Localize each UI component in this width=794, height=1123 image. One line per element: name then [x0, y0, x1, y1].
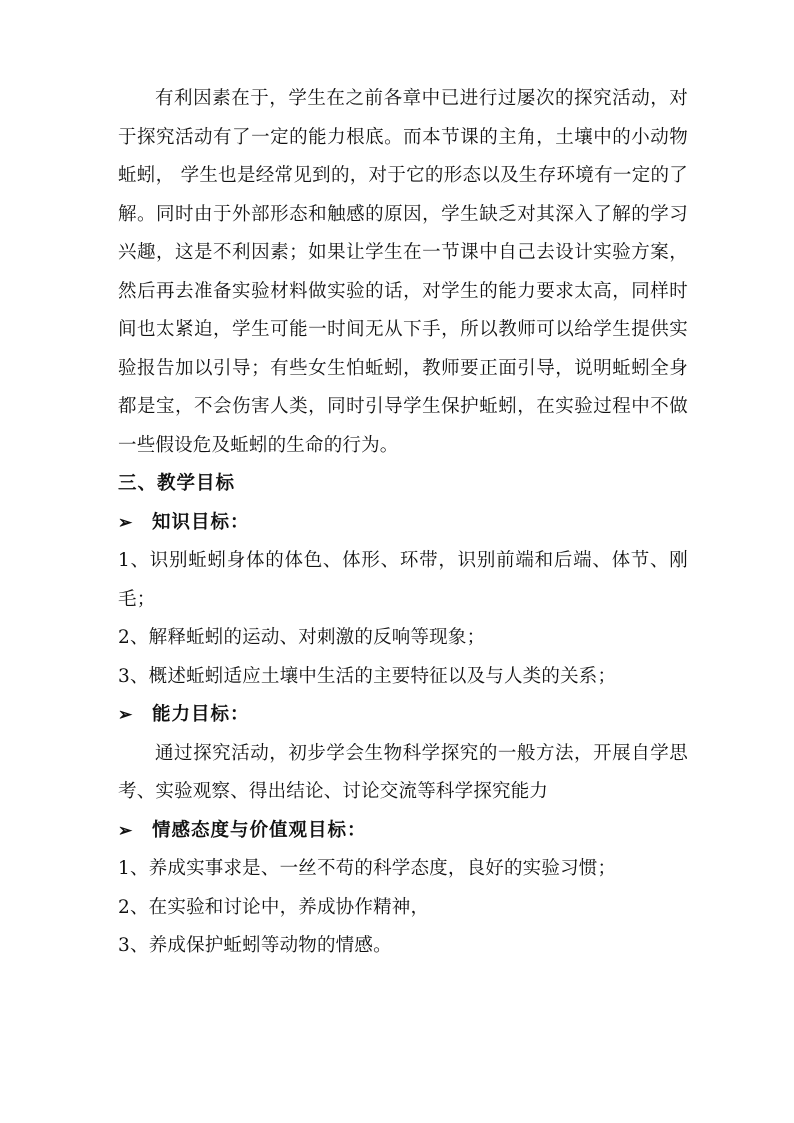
section-title: 三、教学目标	[118, 473, 236, 494]
intro-paragraph: 有利因素在于，学生在之前各章中已进行过屡次的探究活动，对于探究活动有了一定的能力根底。而本节课的主角，土壤中的小动物蚯蚓， 学生也是经常见到的，对于它的形态以及生存环境有一定的了解。同时由于外部形态和触感的原因，学生缺乏对其深入了解的学习兴趣，这是不利因素；如果让学生在一节课中自己去设计实验方案，然后再去准备实验材料做实验的话，对学生的能力要求太高，同样时间也太紧迫，学生可能一时间无从下手，所以教师可以给学生提供实验报告加以引导；有些女生怕蚯蚓，教师要正面引导，说明蚯蚓全身都是宝，不会伤害人类，同时引导学生保护蚯蚓，在实验过程中不做一些假设危及蚯蚓的生命的行为。	[118, 88, 688, 456]
ability-text: 通过探究活动，初步学会生物科学探究的一般方法，开展自学思考、实验观察、得出结论、讨论交流等科学探究能力	[118, 742, 688, 802]
knowledge-item-3: 3、概述蚯蚓适应土壤中生活的主要特征以及与人类的关系；	[118, 665, 617, 687]
arrow-bullet-icon: ➢	[118, 705, 134, 725]
knowledge-title: 知识目标：	[152, 511, 250, 533]
ability-heading	[118, 696, 688, 735]
emotion-heading	[118, 812, 688, 851]
arrow-bullet-icon: ➢	[118, 512, 134, 533]
emotion-item-2: 2、在实验和讨论中，养成协作精神，	[118, 896, 430, 918]
ability-title: 能力目标：	[152, 704, 250, 725]
knowledge-item-2: 2、解释蚯蚓的运动、对刺激的反响等现象；	[118, 627, 486, 648]
document-page	[118, 80, 688, 966]
knowledge-item-1: 1、识别蚯蚓身体的体色、体形、环带，识别前端和后端、体节、刚毛；	[118, 550, 688, 610]
arrow-bullet-icon: ➢	[118, 820, 134, 841]
emotion-item-1: 1、养成实事求是、一丝不苟的科学态度，良好的实验习惯；	[118, 858, 617, 879]
emotion-title: 情感态度与价值观目标：	[152, 819, 367, 841]
knowledge-heading	[118, 504, 688, 543]
emotion-item-3: 3、养成保护蚯蚓等动物的情感。	[118, 935, 392, 956]
